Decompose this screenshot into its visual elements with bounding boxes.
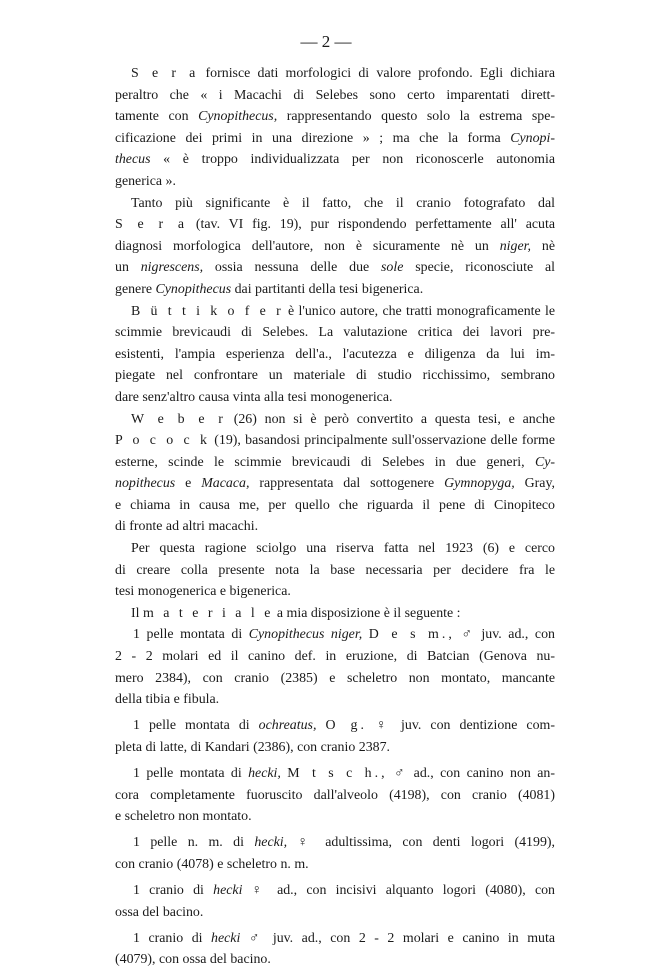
text-line xyxy=(115,257,555,279)
text-segment: 2 - 2 molari ed il canino def. in eruzione, di Batcian (Genova nu- xyxy=(115,649,555,665)
text-segment: ossia nessuna delle due xyxy=(203,260,382,276)
text-segment: 1 pelle montata di xyxy=(133,766,249,781)
text-segment: un xyxy=(115,260,141,276)
text-segment: Gymnopyga, xyxy=(444,476,515,492)
text-segment: (26) non si è però convertito a questa tesi, e anche xyxy=(225,411,556,427)
text-line xyxy=(115,236,555,258)
text-segment: O g. xyxy=(325,718,367,734)
text-segment: M t s c h., xyxy=(287,766,388,781)
text-line xyxy=(115,452,555,474)
text-segment: Macaca, xyxy=(201,476,250,492)
text-segment: hecki, xyxy=(248,766,281,781)
text-segment: Cynopi- xyxy=(510,130,555,146)
text-segment: 1 pelle montata di xyxy=(133,718,259,734)
text-segment: rappresentata dal sottogenere xyxy=(249,476,445,492)
text-segment: a mia disposizione è il seguente : xyxy=(273,605,461,621)
body-text xyxy=(115,63,555,971)
text-segment: di creare colla presente nota la base necessaria per decidere fra le xyxy=(115,562,555,578)
text-line xyxy=(115,344,555,366)
text-segment: rappresentando questo solo la estrema spe- xyxy=(277,109,556,125)
text-segment: nigrescens, xyxy=(140,260,204,276)
text-line xyxy=(115,516,555,538)
text-line xyxy=(115,409,555,431)
text-segment: fornisce dati morfologici di valore profondo. Egli dichiara xyxy=(198,66,556,81)
text-segment: Cynopithecus, xyxy=(198,109,278,125)
text-segment: genere xyxy=(115,281,156,297)
text-segment: Gray, xyxy=(514,476,555,492)
text-segment: esterne, scinde le scimmie brevicaudi di Selebes in due generi, xyxy=(115,454,535,470)
text-line xyxy=(115,322,555,344)
text-segment: hecki xyxy=(213,882,243,898)
text-segment: generica ». xyxy=(115,173,176,189)
text-segment: niger, xyxy=(499,238,531,254)
text-segment: ♀ juv. con dentizione com- xyxy=(366,718,555,734)
text-segment: ochreatus, xyxy=(258,718,317,734)
text-segment: ♂ ad., con canino non an- xyxy=(387,766,555,781)
text-segment: hecki xyxy=(211,930,241,946)
text-line xyxy=(115,430,555,452)
text-segment: ossa del bacino. xyxy=(115,904,204,920)
text-line xyxy=(115,689,555,711)
text-segment: e chiama in causa me, per quello che riguarda il pene di Cinopiteco xyxy=(115,497,555,513)
text-line xyxy=(115,624,555,646)
text-segment: Cynopithecus xyxy=(155,281,232,297)
text-line xyxy=(115,85,555,107)
text-segment: nopithecus xyxy=(115,476,176,492)
text-segment: S e r a xyxy=(131,66,199,81)
text-line xyxy=(115,854,555,876)
text-segment: Per questa ragione sciolgo una riserva fatta nel 1923 (6) e cerco xyxy=(131,541,555,557)
text-segment: cificazione dei primi in una direzione » ; ma che la forma xyxy=(115,130,511,146)
text-line xyxy=(115,279,555,301)
text-segment: tesi monogenerica e bigenerica. xyxy=(115,584,291,600)
text-line xyxy=(115,763,555,785)
text-line xyxy=(115,715,555,737)
text-segment: sole xyxy=(381,260,404,276)
text-segment: scimmie brevicaudi di Selebes. La valutazione critica dei lavori pre- xyxy=(115,325,555,341)
text-line xyxy=(115,171,555,193)
text-line xyxy=(115,880,555,902)
text-segment: B ü t t i k o f e r xyxy=(131,303,284,319)
text-segment: Tanto più significante è il fatto, che il cranio fotografato dal xyxy=(131,195,555,211)
text-line xyxy=(115,603,555,625)
text-line xyxy=(115,737,555,759)
text-segment: m a t e r i a l e xyxy=(142,605,274,621)
text-segment: (tav. VI fig. 19), pur rispondendo perfettamente all' acuta xyxy=(187,217,555,233)
text-segment: W e b e r xyxy=(131,411,226,427)
text-segment: diagnosi morfologica dell'autore, non è sicuramente nè un xyxy=(115,238,500,254)
text-segment: ♂ juv. ad., con xyxy=(454,627,555,643)
text-segment: con cranio (4078) e scheletro n. m. xyxy=(115,856,309,872)
text-segment: 1 cranio di xyxy=(133,882,214,898)
text-line xyxy=(115,193,555,215)
text-segment: P o c o c k xyxy=(115,433,210,449)
text-line xyxy=(115,365,555,387)
text-segment: della tibia e fibula. xyxy=(115,692,220,708)
text-segment: Cynopithecus niger, xyxy=(248,627,363,643)
text-segment: 1 pelle montata di xyxy=(133,627,249,643)
text-segment: di fronte ad altri macachi. xyxy=(115,519,259,535)
text-segment: ♀ adultissima, con denti logori (4199), xyxy=(287,835,555,851)
text-segment: esistenti, l'ampia esperienza dell'a., l'acutezza e diligenza da lui im- xyxy=(115,346,555,362)
text-segment: pleta di latte, di Kandari (2386), con cranio 2387. xyxy=(115,739,391,755)
text-segment: peraltro che « i Macachi di Selebes sono certo imparentati dirett- xyxy=(115,87,555,103)
text-segment: ♀ ad., con incisivi alquanto logori (4080), con xyxy=(242,882,555,898)
text-line xyxy=(115,646,555,668)
text-line xyxy=(115,387,555,409)
text-line xyxy=(115,538,555,560)
text-segment: (19), basandosi principalmente sull'osservazione delle forme xyxy=(209,433,555,449)
text-segment: cora completamente fuoruscito dall'alveolo (4198), con cranio (4081) xyxy=(115,787,555,803)
text-line xyxy=(115,63,555,85)
text-line xyxy=(115,106,555,128)
text-segment: hecki, xyxy=(254,835,288,851)
text-line xyxy=(115,560,555,582)
text-line xyxy=(115,214,555,236)
text-line xyxy=(115,806,555,828)
text-line xyxy=(115,128,555,150)
text-line xyxy=(115,949,555,971)
text-segment: piegate nel confrontare un materiale di studio ricchissimo, sembrano xyxy=(115,368,555,384)
text-segment: S e r a xyxy=(115,217,188,233)
text-line xyxy=(115,473,555,495)
text-segment: dare senz'altro causa vinta alla tesi monogenerica. xyxy=(115,389,393,405)
text-line xyxy=(115,832,555,854)
text-segment: 1 pelle n. m. di xyxy=(133,835,255,851)
text-segment: specie, riconosciute al xyxy=(403,260,555,276)
text-line xyxy=(115,785,555,807)
text-segment: dai partitanti della tesi bigenerica. xyxy=(231,281,424,297)
text-segment: thecus xyxy=(115,152,151,168)
text-line xyxy=(115,149,555,171)
text-segment: Cy- xyxy=(534,454,555,470)
text-segment: 1 cranio di xyxy=(133,930,212,946)
text-segment: e xyxy=(175,476,202,492)
text-segment: tamente con xyxy=(115,109,199,125)
text-line xyxy=(115,495,555,517)
text-segment: « è troppo individualizzata per non riconoscerle autonomia xyxy=(150,152,555,168)
text-segment: D e s m., xyxy=(368,627,455,643)
text-line xyxy=(115,668,555,690)
page-number: — 2 — xyxy=(300,32,352,51)
text-segment: e scheletro non montato. xyxy=(115,809,252,825)
text-segment: ♂ juv. ad., con 2 - 2 molari e canino in muta xyxy=(240,930,555,946)
text-segment: è l'unico autore, che tratti monograficamente le xyxy=(283,303,555,319)
text-segment: mero 2384), con cranio (2385) e scheletro non montato, mancante xyxy=(115,670,555,686)
text-line xyxy=(115,902,555,924)
text-segment: nè xyxy=(531,238,556,254)
text-segment: (4079), con ossa del bacino. xyxy=(115,952,271,968)
text-segment: Il xyxy=(131,605,143,621)
text-line xyxy=(115,301,555,323)
text-line xyxy=(115,928,555,950)
text-line xyxy=(115,581,555,603)
